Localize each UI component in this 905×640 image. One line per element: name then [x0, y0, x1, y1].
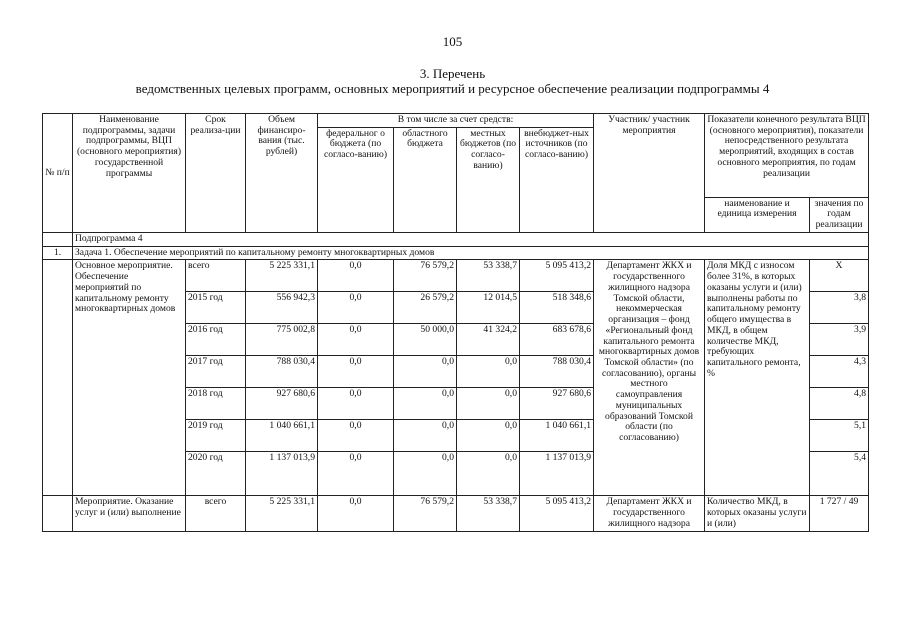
value-cell: 3,8	[810, 292, 869, 324]
regional-cell: 26 579,2	[394, 292, 457, 324]
regional-cell: 50 000,0	[394, 324, 457, 356]
activity-extra: 5 095 413,2	[520, 496, 594, 532]
volume-cell: 788 030,4	[246, 356, 318, 388]
header-volume: Объем финансиро-вания (тыс. рублей)	[246, 114, 318, 233]
document-title: 3. Перечень	[419, 66, 486, 81]
document-subtitle: ведомственных целевых программ, основных мероприятий и ресурсное обеспечение реализации подпрограммы 4	[135, 81, 770, 96]
header-participant: Участник/ участник мероприятия	[594, 114, 705, 233]
main-activity-participant: Департамент ЖКХ и государственного жилищного надзора Томской области, некоммерческая организация – фонд «Региональный фонд капитального ремонта многоквартирных домов Томской области» (по согласованию), органы местного самоуправления муниципальных образований Томской области (по согласованию)	[594, 260, 705, 496]
extra-cell: 1 137 013,9	[520, 452, 594, 496]
header-name: Наименование подпрограммы, задачи подпрограммы, ВЦП (основного мероприятия) государственной программы	[73, 114, 186, 233]
header-num: № п/п	[43, 114, 73, 233]
extra-cell: 927 680,6	[520, 388, 594, 420]
program-table	[42, 113, 869, 532]
regional-cell: 76 579,2	[394, 260, 457, 292]
header-regional: областного бюджета	[394, 127, 457, 232]
value-cell: X	[810, 260, 869, 292]
main-activity-name: Основное мероприятие. Обеспечение мероприятий по капитальному ремонту многоквартирных домов	[73, 260, 186, 496]
header-federal: федеральног о бюджета (по согласо-ванию)	[318, 127, 394, 232]
value-cell: 3,9	[810, 324, 869, 356]
value-cell: 5,4	[810, 452, 869, 496]
activity-volume: 5 225 331,1	[246, 496, 318, 532]
term-cell: 2018 год	[186, 388, 246, 420]
header-extra: внебюджет-ных источников (по согласо-ванию)	[520, 127, 594, 232]
term-cell: всего	[186, 260, 246, 292]
term-cell: 2015 год	[186, 292, 246, 324]
volume-cell: 5 225 331,1	[246, 260, 318, 292]
activity-value: 1 727 / 49	[810, 496, 869, 532]
term-cell: 2017 год	[186, 356, 246, 388]
federal-cell: 0,0	[318, 260, 394, 292]
volume-cell: 556 942,3	[246, 292, 318, 324]
federal-cell: 0,0	[318, 420, 394, 452]
federal-cell: 0,0	[318, 452, 394, 496]
activity-regional: 76 579,2	[394, 496, 457, 532]
value-cell: 4,8	[810, 388, 869, 420]
extra-cell: 5 095 413,2	[520, 260, 594, 292]
federal-cell: 0,0	[318, 324, 394, 356]
activity-local: 53 338,7	[457, 496, 520, 532]
task-num: 1.	[43, 246, 73, 260]
header-local: местных бюджетов (по согласо-ванию)	[457, 127, 520, 232]
header-term: Срок реализа-ции	[186, 114, 246, 233]
volume-cell: 775 002,8	[246, 324, 318, 356]
subprogram-label: Подпрограмма 4	[73, 232, 869, 246]
main-activity-num	[43, 260, 73, 496]
local-cell: 0,0	[457, 420, 520, 452]
extra-cell: 683 678,6	[520, 324, 594, 356]
main-activity-indicator: Доля МКД с износом более 31%, в которых оказаны услуги и (или) выполнены работы по капитальному ремонту общего имущества в МКД, в общем количестве МКД, требующих капитального ремонта, %	[705, 260, 810, 496]
value-cell: 4,3	[810, 356, 869, 388]
federal-cell: 0,0	[318, 292, 394, 324]
federal-cell: 0,0	[318, 356, 394, 388]
activity-term: всего	[186, 496, 246, 532]
local-cell: 0,0	[457, 356, 520, 388]
term-cell: 2016 год	[186, 324, 246, 356]
term-cell: 2019 год	[186, 420, 246, 452]
header-ind-values: значения по годам реализации	[810, 197, 869, 232]
task-text: Задача 1. Обеспечение мероприятий по капитальному ремонту многоквартирных домов	[73, 246, 869, 260]
regional-cell: 0,0	[394, 356, 457, 388]
volume-cell: 1 137 013,9	[246, 452, 318, 496]
activity-indicator: Количество МКД, в которых оказаны услуги и (или)	[705, 496, 810, 532]
local-cell: 0,0	[457, 388, 520, 420]
local-cell: 41 324,2	[457, 324, 520, 356]
extra-cell: 518 348,6	[520, 292, 594, 324]
federal-cell: 0,0	[318, 388, 394, 420]
activity-participant: Департамент ЖКХ и государственного жилищного надзора	[594, 496, 705, 532]
page-number: 105	[442, 34, 463, 49]
activity-num	[43, 496, 73, 532]
local-cell: 53 338,7	[457, 260, 520, 292]
regional-cell: 0,0	[394, 452, 457, 496]
local-cell: 0,0	[457, 452, 520, 496]
term-cell: 2020 год	[186, 452, 246, 496]
regional-cell: 0,0	[394, 420, 457, 452]
header-ind-name: наименование и единица измерения	[705, 197, 810, 232]
volume-cell: 1 040 661,1	[246, 420, 318, 452]
local-cell: 12 014,5	[457, 292, 520, 324]
activity-federal: 0,0	[318, 496, 394, 532]
extra-cell: 1 040 661,1	[520, 420, 594, 452]
subprogram-num	[43, 232, 73, 246]
header-incl: В том числе за счет средств:	[318, 114, 594, 128]
activity-name: Мероприятие. Оказание услуг и (или) выполнение	[73, 496, 186, 532]
regional-cell: 0,0	[394, 388, 457, 420]
extra-cell: 788 030,4	[520, 356, 594, 388]
volume-cell: 927 680,6	[246, 388, 318, 420]
header-indicators: Показатели конечного результата ВЦП (основного мероприятия), показатели непосредственного результата мероприятий, входящих в состав основного мероприятия, по годам реализации	[705, 114, 869, 198]
value-cell: 5,1	[810, 420, 869, 452]
